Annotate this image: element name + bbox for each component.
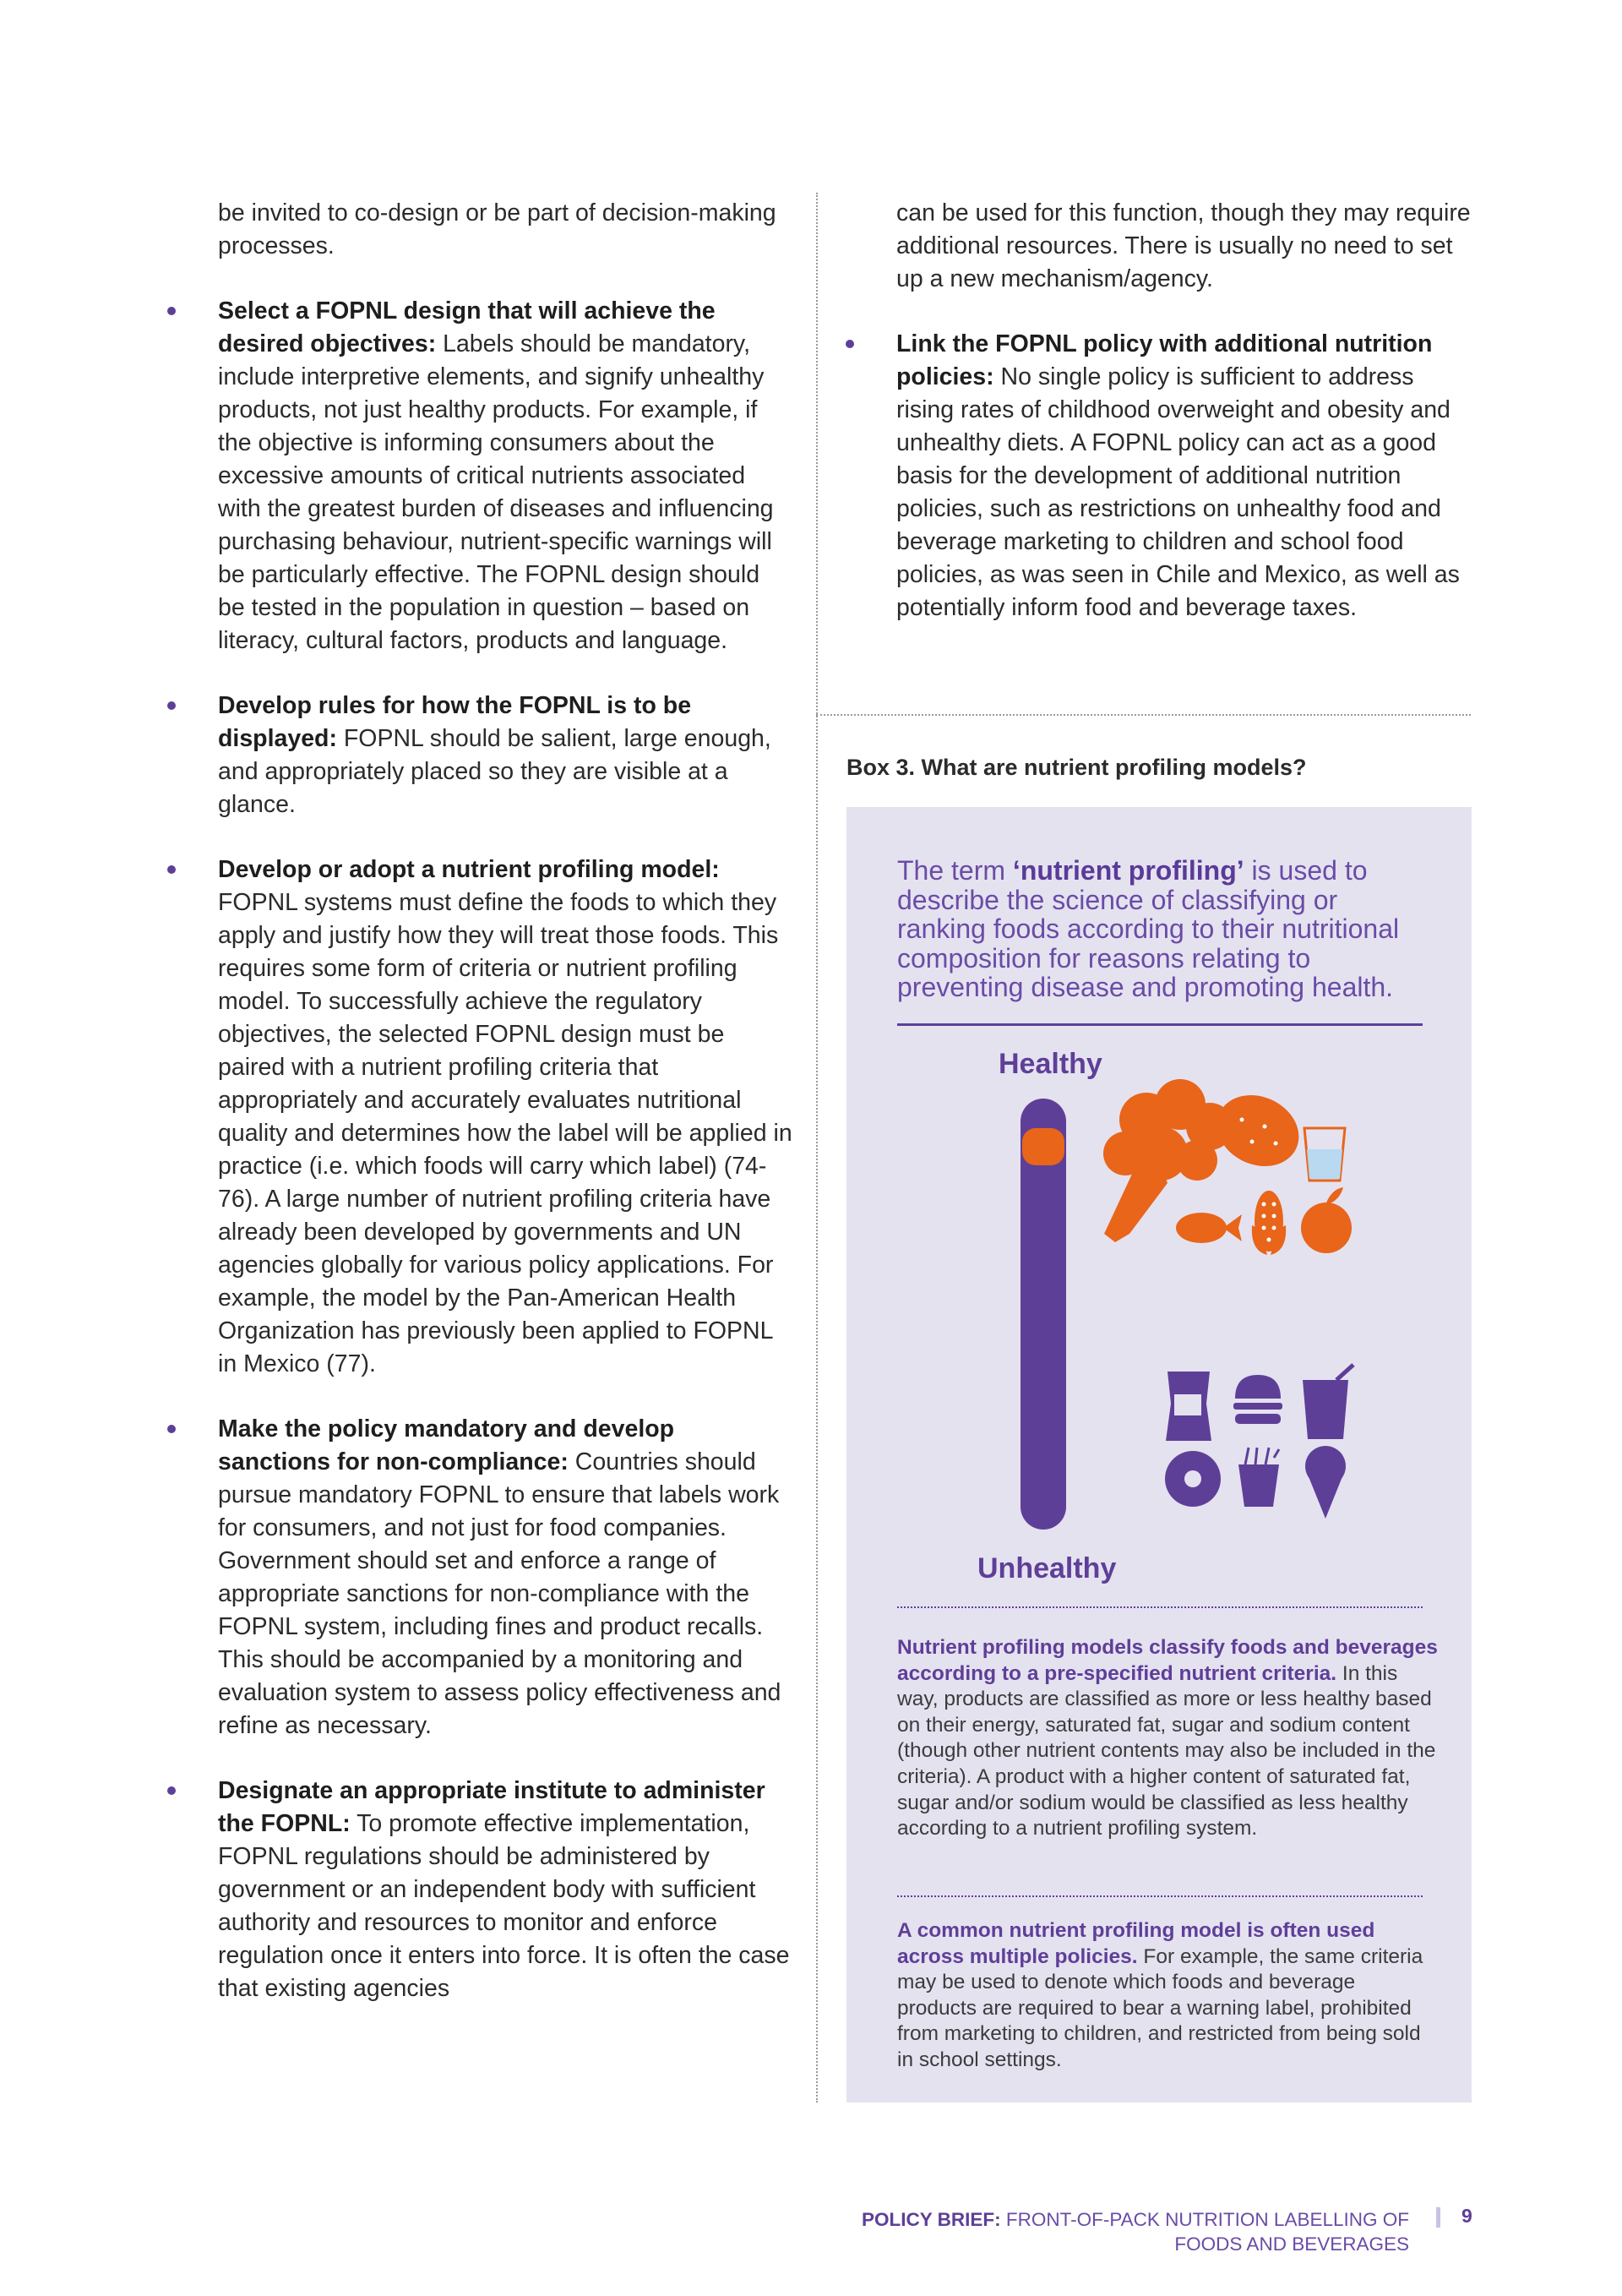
list-item bbox=[218, 854, 792, 1381]
water-glass-icon bbox=[1304, 1128, 1345, 1181]
bullet-icon bbox=[846, 340, 854, 348]
box-paragraph-2-lead: A common nutrient profiling model is often used across multiple policies. bbox=[897, 1919, 1375, 1968]
bullet-heading: Designate an appropriate institute to administer the FOPNL: bbox=[218, 1777, 765, 1837]
burger-icon bbox=[1233, 1375, 1282, 1424]
bullet-text: To promote effective implementation, FOPNL regulations should be administered by government or an independent body with sufficient authority and resources to monitor and enforce regulation once it enters into force. It is often the case that existing agencies bbox=[218, 1810, 790, 2002]
list-item bbox=[218, 690, 792, 821]
unhealthy-label: Unhealthy bbox=[977, 1552, 1117, 1584]
bullet-icon bbox=[167, 701, 176, 710]
bullet-icon bbox=[167, 307, 176, 315]
bullet-heading: Select a FOPNL design that will achieve the desired objectives: bbox=[218, 297, 716, 357]
bullet-heading: Make the policy mandatory and develop sanctions for non-compliance: bbox=[218, 1415, 675, 1475]
intro-continuation: be invited to co-design or be part of decision-making processes. bbox=[218, 199, 776, 259]
corn-icon bbox=[1252, 1191, 1286, 1255]
box-paragraph-1-lead: Nutrient profiling models classify foods and beverages according to a pre-specified nutrient criteria. bbox=[897, 1636, 1438, 1685]
section-separator bbox=[816, 714, 1471, 716]
donut-icon bbox=[1165, 1451, 1221, 1507]
bullet-text: Countries should pursue mandatory FOPNL to ensure that labels work for consumers, and not just for food companies. Government should set and enforce a range of appropriate sanctions for non-compliance with the FOPNL system, including fines and product recalls. This should be accompanied by a monitoring and evaluation system to assess policy effectiveness and refine as necessary. bbox=[218, 1448, 781, 1739]
right-column bbox=[896, 197, 1471, 657]
box-divider bbox=[897, 1895, 1423, 1897]
page-number: 9 bbox=[1461, 2205, 1472, 2227]
bullet-icon bbox=[167, 1786, 176, 1795]
page-footer bbox=[862, 2207, 1409, 2256]
bullet-text: FOPNL should be salient, large enough, and appropriately placed so they are visible at a glance. bbox=[218, 725, 771, 818]
bullet-text: FOPNL systems must define the foods to which they apply and justify how they will treat those foods. This requires some form of criteria or nutrient profiling model. To successfully achieve the regulatory objectives, the selected FOPNL design must be paired with a nutrient profiling criteria that appropriately and accurately evaluates nutritional quality and determines how the label will be applied in practice (i.e. which foods will carry which label) (74-76). A large number of nutrient profiling criteria have already been developed by governments and UN agencies globally for various policy applications. For example, the model by the Pan-American Health Organization has previously been applied to FOPNL in Mexico (77). bbox=[218, 889, 792, 1377]
bullet-heading: Develop or adopt a nutrient profiling model: bbox=[218, 856, 720, 883]
nutrient-scale-illustration bbox=[846, 807, 1472, 1601]
fish-icon bbox=[1176, 1213, 1242, 1243]
ice-cream-icon bbox=[1305, 1446, 1346, 1519]
list-item bbox=[896, 328, 1471, 624]
list-item bbox=[218, 295, 792, 657]
chips-bag-icon bbox=[1166, 1372, 1211, 1441]
footer-title-line1: FRONT-OF-PACK NUTRITION LABELLING OF bbox=[1005, 2209, 1409, 2230]
bullet-text: No single policy is sufficient to address rising rates of childhood overweight and obesity and unhealthy diets. A FOPNL policy can act as a good basis for the development of additional nutrition policies, such as restrictions on unhealthy food and beverage marketing to children and school food policies, as was seen in Chile and Mexico, as well as potentially inform food and beverage taxes. bbox=[896, 363, 1460, 621]
left-column bbox=[218, 197, 792, 2037]
healthy-label: Healthy bbox=[999, 1048, 1102, 1080]
footer-title-line2: FOODS AND BEVERAGES bbox=[1174, 2233, 1409, 2255]
noodle-cup-icon bbox=[1238, 1448, 1279, 1507]
box-intro-term: ‘nutrient profiling’ bbox=[1012, 855, 1244, 886]
bullet-heading: Link the FOPNL policy with additional nutrition policies: bbox=[896, 330, 1433, 390]
apple-icon bbox=[1301, 1187, 1352, 1253]
box-divider bbox=[897, 1606, 1423, 1608]
bullet-icon bbox=[167, 1425, 176, 1433]
scale-marker bbox=[1022, 1128, 1064, 1165]
right-continuation: can be used for this function, though they may require additional resources. There is usually no need to set up a new mechanism/agency. bbox=[896, 199, 1471, 292]
list-item bbox=[218, 1775, 792, 2005]
info-box bbox=[846, 807, 1472, 2102]
box-paragraph-2: A common nutrient profiling model is often used across multiple policies. For example, the same criteria may be used to denote which foods and beverage products are required to bear a warning label, prohibited from marketing to children, and restricted from being sold in school settings. bbox=[897, 1919, 1423, 2071]
box-title: Box 3. What are nutrient profiling models? bbox=[846, 755, 1307, 780]
potato-icon bbox=[1206, 1083, 1310, 1180]
box-intro: The term ‘nutrient profiling’ is used to describe the science of classifying or ranking foods according to their nutritional composition for reasons relating to preventing disease and promoting health. bbox=[897, 855, 1400, 1002]
bullet-icon bbox=[167, 865, 176, 874]
soda-cup-icon bbox=[1303, 1365, 1353, 1439]
footer-separator bbox=[1436, 2207, 1440, 2228]
box-paragraph-1: Nutrient profiling models classify foods and beverages according to a pre-specified nutrient criteria. In this way, products are classified as more or less healthy based on their energy, saturated fat, sugar and sodium content (though other nutrient contents may also be included in the criteria). A product with a higher content of saturated fat, sugar and/or sodium would be classified as less healthy according to a nutrient profiling system. bbox=[897, 1636, 1438, 1841]
bullet-text: Labels should be mandatory, include interpretive elements, and signify unhealthy products, not just healthy products. For example, if the objective is informing consumers about the excessive amounts of critical nutrients associated with the greatest burden of diseases and influencing purchasing behaviour, nutrient-specific warnings will be particularly effective. The FOPNL design should be tested in the population in question – based on literacy, cultural factors, products and language. bbox=[218, 330, 774, 654]
bullet-heading: Develop rules for how the FOPNL is to be displayed: bbox=[218, 692, 692, 752]
column-divider bbox=[816, 193, 818, 2102]
list-item bbox=[218, 1413, 792, 1742]
footer-label: POLICY BRIEF: bbox=[861, 2209, 1001, 2230]
